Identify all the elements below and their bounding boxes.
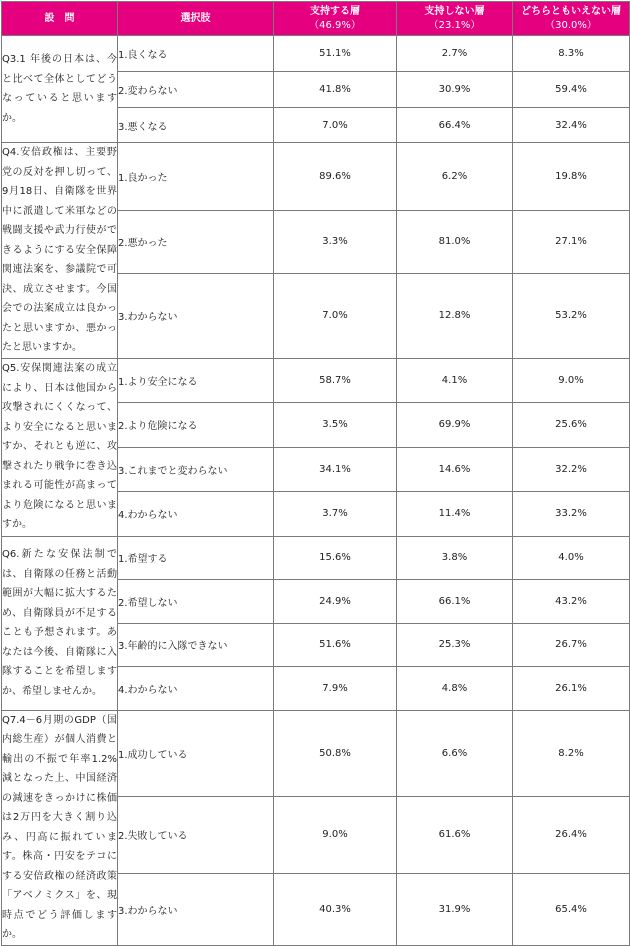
nonsupport-value: 30.9% [397,72,513,108]
option-cell: 2.悪かった [118,211,274,274]
nonsupport-value: 4.8% [397,666,513,710]
support-value: 50.8% [274,710,397,797]
header-nonsupporters-share: （23.1%） [428,19,481,31]
option-cell: 3.これまでと変わらない [118,447,274,491]
header-choices: 選択肢 [118,2,274,36]
neither-value: 65.4% [513,873,630,945]
neither-value: 43.2% [513,579,630,623]
table-row [2,36,630,72]
option-cell: 2.より危険になる [118,402,274,447]
option-cell: 3.年齢的に入隊できない [118,623,274,666]
header-supporters-share: （46.9%） [309,19,361,31]
neither-value: 32.4% [513,108,630,143]
nonsupport-value: 31.9% [397,873,513,945]
support-value: 89.6% [274,143,397,211]
table-row [2,143,630,211]
header-question: 設 問 [2,2,118,36]
option-cell: 4.わからない [118,491,274,536]
option-cell: 4.わからない [118,666,274,710]
support-value: 41.8% [274,72,397,108]
support-value: 7.9% [274,666,397,710]
neither-value: 53.2% [513,273,630,358]
support-value: 9.0% [274,797,397,874]
option-cell: 1.良かった [118,143,274,211]
neither-value: 8.3% [513,36,630,72]
option-cell: 2.変わらない [118,72,274,108]
table-row [2,536,630,579]
support-value: 15.6% [274,536,397,579]
header-nonsupporters-label: 支持しない層 [424,5,485,17]
option-cell: 3.わからない [118,873,274,945]
support-value: 24.9% [274,579,397,623]
nonsupport-value: 6.6% [397,710,513,797]
question-q4: Q4.安倍政権は、主要野党の反対を押し切って、9月18日、自衛隊を世界中に派遣して米軍などの戦闘支援や武力行使ができるようにする安全保障関連法案を、参議院で可決、成立させます。今国会での法案成立は良かったと思いますか、悪かったと思いますか。 [2,143,118,359]
question-q3: Q3.1 年後の日本は、今と比べて全体としてどうなっていると思いますか。 [2,36,118,143]
nonsupport-value: 2.7% [397,36,513,72]
nonsupport-value: 4.1% [397,358,513,402]
option-cell: 1.希望する [118,536,274,579]
neither-value: 4.0% [513,536,630,579]
support-value: 7.0% [274,273,397,358]
header-supporters [274,2,397,36]
header-neither [513,2,630,36]
neither-value: 26.1% [513,666,630,710]
neither-value: 32.2% [513,447,630,491]
table-row [2,358,630,402]
neither-value: 19.8% [513,143,630,211]
table-row [2,710,630,797]
option-cell: 2.失敗している [118,797,274,874]
nonsupport-value: 66.4% [397,108,513,143]
option-cell: 3.悪くなる [118,108,274,143]
option-cell: 1.成功している [118,710,274,797]
header-neither-label: どちらともいえない層 [521,5,621,17]
nonsupport-value: 6.2% [397,143,513,211]
header-supporters-label: 支持する層 [310,5,360,17]
survey-results-table [1,1,630,946]
support-value: 3.7% [274,491,397,536]
neither-value: 26.4% [513,797,630,874]
option-cell: 2.希望しない [118,579,274,623]
option-cell: 3.わからない [118,273,274,358]
nonsupport-value: 25.3% [397,623,513,666]
nonsupport-value: 12.8% [397,273,513,358]
header-neither-share: （30.0%） [545,19,597,31]
nonsupport-value: 66.1% [397,579,513,623]
neither-value: 27.1% [513,211,630,274]
neither-value: 25.6% [513,402,630,447]
support-value: 3.3% [274,211,397,274]
neither-value: 9.0% [513,358,630,402]
support-value: 34.1% [274,447,397,491]
neither-value: 33.2% [513,491,630,536]
nonsupport-value: 3.8% [397,536,513,579]
neither-value: 26.7% [513,623,630,666]
support-value: 40.3% [274,873,397,945]
support-value: 7.0% [274,108,397,143]
nonsupport-value: 14.6% [397,447,513,491]
question-q6: Q6.新たな安保法制では、自衛隊の任務と活動範囲が大幅に拡大するため、自衛隊員が不足することも予想されます。あなたは今後、自衛隊に入隊することを希望しますか、希望しませんか。 [2,536,118,710]
support-value: 3.5% [274,402,397,447]
neither-value: 59.4% [513,72,630,108]
question-q7: Q7.4－6月期のGDP（国内総生産）が個人消費と輸出の不振で年率1.2%減となった上、中国経済の減速をきっかけに株価は2万円を大きく割り込み、円高に振れています。株高・円安をテコにする安倍政権の経済政策「アベノミクス」を、現時点でどう評価しますか。 [2,710,118,945]
nonsupport-value: 61.6% [397,797,513,874]
question-q5: Q5.安保関連法案の成立により、日本は他国から攻撃されにくくなって、より安全になると思いますか、それとも逆に、攻撃されたり戦争に巻き込まれる可能性が高まってより危険になると思いますか。 [2,358,118,536]
support-value: 51.6% [274,623,397,666]
nonsupport-value: 69.9% [397,402,513,447]
nonsupport-value: 11.4% [397,491,513,536]
support-value: 51.1% [274,36,397,72]
option-cell: 1.より安全になる [118,358,274,402]
header-nonsupporters [397,2,513,36]
neither-value: 8.2% [513,710,630,797]
support-value: 58.7% [274,358,397,402]
nonsupport-value: 81.0% [397,211,513,274]
option-cell: 1.良くなる [118,36,274,72]
table-header-row [2,2,630,36]
